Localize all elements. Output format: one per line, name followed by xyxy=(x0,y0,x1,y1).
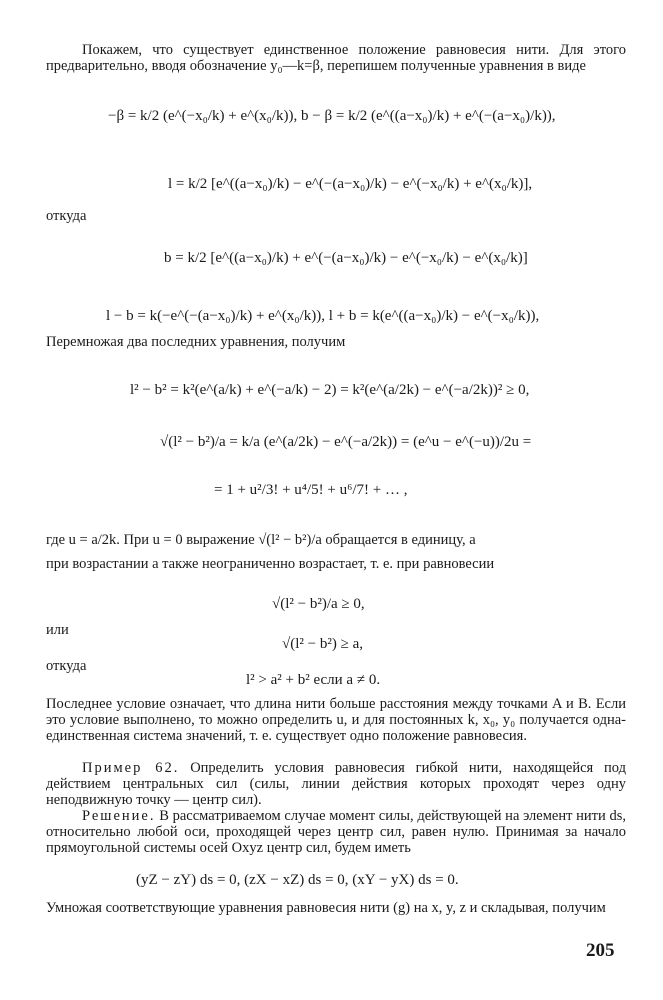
example-label: Пример 62. xyxy=(82,760,180,776)
where-line: где u = a/2k. При u = 0 выражение √(l² − b²)/a обращается в единицу, а xyxy=(46,532,476,548)
solution-text: В рассматриваемом случае момент силы, действующей на элемент нити ds, относительно любой оси, проходящей через центр сил, равен нулю. Принимая за начало прямоугольной системы осей Oxyz центр сил, будем иметь xyxy=(46,808,627,856)
paragraph-intro xyxy=(46,42,626,74)
where-line-2: при возрастании a также неограниченно возрастает, т. е. при равновесии xyxy=(46,556,495,572)
equation-moments: (yZ − zY) ds = 0, (zX − xZ) ds = 0, (xY − yX) ds = 0. xyxy=(136,872,459,888)
equation-l-minus-b: l − b = k(−e^(−(a−x₀)/k) + e^(x₀/k)), l + b = k(e^((a−x₀)/k) − e^(−x₀/k)), xyxy=(106,308,540,324)
paragraph-last-condition-text: Последнее условие означает, что длина нити больше расстояния между точками A и B. Если это условие выполнено, то можно определить u, и для постоянных k, x₀, y₀ получается одна-единственная система значений, т. е. существует одно положение равновесия. xyxy=(46,696,626,744)
paragraph-example xyxy=(46,760,626,808)
paragraph-last-condition xyxy=(46,696,626,744)
example-text: Определить условия равновесия гибкой нити, находящейся под действием центральных сил (силы, линии действия которых проходят через одну неподвижную точку — центр сил). xyxy=(46,760,627,808)
equation-series: = 1 + u²/3! + u⁴/5! + u⁶/7! + … , xyxy=(214,482,408,498)
paragraph-final xyxy=(46,900,626,916)
equation-l2-b2: l² − b² = k²(e^(a/k) + e^(−a/k) − 2) = k²(e^(a/2k) − e^(−a/2k))² ≥ 0, xyxy=(130,382,530,398)
word-otkuda-1: откуда xyxy=(46,208,87,224)
equation-ratio: √(l² − b²)/a = k/a (e^(a/2k) − e^(−a/2k)) = (e^u − e^(−u))/2u = xyxy=(160,434,532,450)
equation-b: b = k/2 [e^((a−x₀)/k) + e^(−(a−x₀)/k) − e^(−x₀/k) − e^(x₀/k)] xyxy=(164,250,528,266)
equation-beta: −β = k/2 (e^(−x₀/k) + e^(x₀/k)), b − β = k/2 (e^((a−x₀)/k) + e^(−(a−x₀)/k)), xyxy=(108,108,556,124)
equation-ratio-positive: √(l² − b²)/a ≥ 0, xyxy=(272,596,365,612)
equation-length: l = k/2 [e^((a−x₀)/k) − e^(−(a−x₀)/k) − e^(−x₀/k) + e^(x₀/k)], xyxy=(168,176,533,192)
paragraph-multiply xyxy=(46,334,626,350)
equation-sqrt-ge-a: √(l² − b²) ≥ a, xyxy=(282,636,363,652)
paragraph-final-text: Умножая соответствующие уравнения равновесия нити (g) на x, y, z и складывая, получим xyxy=(46,900,606,916)
equation-condition: l² > a² + b² если a ≠ 0. xyxy=(246,672,381,688)
solution-label: Решение. xyxy=(82,808,156,824)
paragraph-multiply-text: Перемножая два последних уравнения, получим xyxy=(46,334,346,350)
word-ili: или xyxy=(46,622,69,638)
paragraph-solution xyxy=(46,808,626,856)
page-number: 205 xyxy=(586,940,615,961)
paragraph-intro-text: Покажем, что существует единственное положение равновесия нити. Для этого предварительно, вводя обозначение y₀—k=β, перепишем полученные уравнения в виде xyxy=(46,42,626,74)
word-otkuda-2: откуда xyxy=(46,658,87,674)
